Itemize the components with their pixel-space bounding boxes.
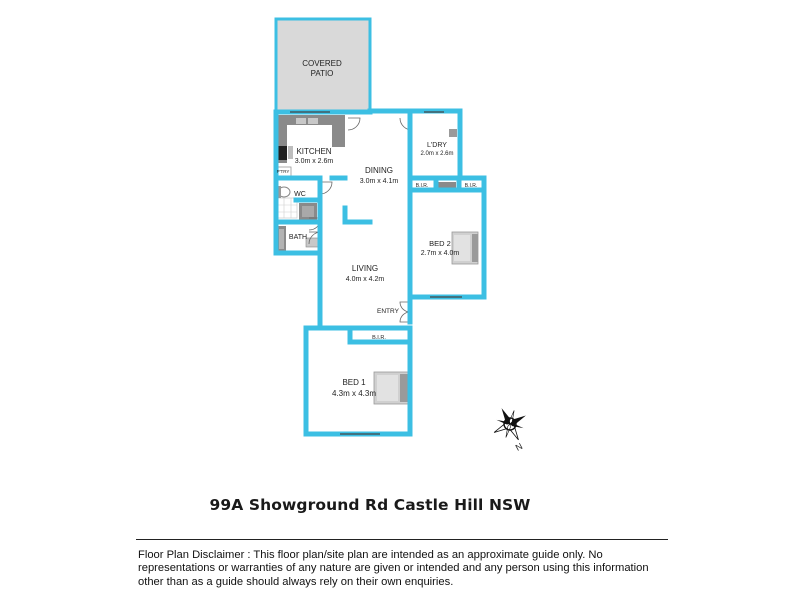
living-size: 4.0m x 4.2m (345, 276, 385, 283)
laundry-tub-icon (449, 129, 457, 137)
covered-patio (276, 19, 370, 111)
bed1-bed-icon (374, 372, 408, 404)
cooktop-icon (278, 146, 287, 160)
patio-door-swing (348, 118, 360, 130)
bed1-bir-label: B.I.R. (372, 335, 386, 341)
patio-label-line2: PATIO (310, 69, 334, 78)
basin-icon (306, 238, 318, 247)
kitchen-bench-right (332, 115, 345, 147)
patio-label-line1: COVERED (302, 59, 342, 68)
laundry-label: L'DRY (427, 142, 447, 149)
compass-rose-icon (486, 400, 535, 449)
bir-right-label: B.I.R. (464, 183, 478, 189)
bath-label: BATH (288, 234, 308, 241)
kitchen-label: KITCHEN (296, 147, 332, 156)
pantry-label: P'TRY (276, 169, 290, 174)
bir-left-label: B.I.R. (415, 183, 429, 189)
bed2-label: BED 2 (429, 239, 451, 248)
fridge-icon (288, 146, 293, 159)
living-label: LIVING (351, 264, 379, 273)
bed1-label: BED 1 (342, 378, 366, 387)
laundry-size: 2.0m x 2.6m (420, 151, 454, 157)
dining-label: DINING (365, 166, 393, 175)
compass-north-letter: N (513, 441, 525, 453)
shower-tray-icon (302, 206, 314, 217)
wc-label: WC (294, 191, 306, 198)
kitchen-sink-icon (296, 118, 306, 124)
floor-plan-disclaimer: Floor Plan Disclaimer : This floor plan/site plan are intended as an approximate guide only. No representations or warranties of any nature are given or intended and any person using this information other than as a guide should always rely on their own enquiries. (138, 549, 649, 588)
entry-label: ENTRY (377, 308, 399, 315)
kitchen-size: 3.0m x 2.6m (294, 158, 334, 165)
property-address: 99A Showground Rd Castle Hill NSW (209, 496, 531, 514)
bed2-size: 2.7m x 4.0m (420, 250, 460, 257)
dining-size: 3.0m x 4.1m (359, 178, 399, 185)
kitchen-sink-icon (308, 118, 318, 124)
bed2-bed-icon (452, 232, 478, 264)
bathtub-inner-icon (279, 229, 284, 249)
living-dining-divider (345, 208, 370, 222)
divider (136, 539, 668, 540)
bed1-size: 4.3m x 4.3m (331, 389, 377, 398)
